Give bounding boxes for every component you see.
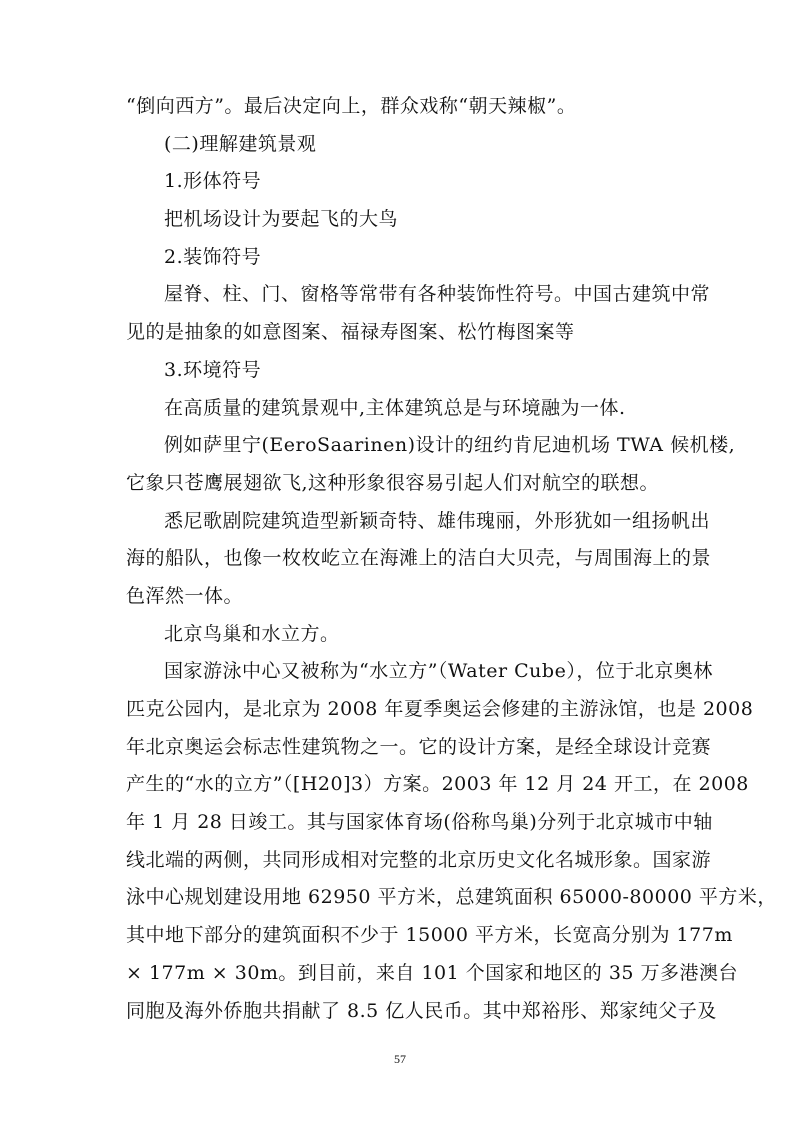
- document-body: [126, 88, 777, 1030]
- text-line: 把机场设计为要起飞的大鸟: [164, 208, 399, 231]
- text-line: 在高质量的建筑景观中,主体建筑总是与环境融为一体.: [164, 396, 626, 419]
- text-line: 色浑然一体。: [126, 584, 244, 607]
- text-line: 产生的“水的立方”（[H20]3）方案。2003 年 12 月 24 开工，在 2008: [126, 773, 749, 796]
- text-line: 国家游泳中心又被称为“水立方”（Water Cube），位于北京奥林: [164, 660, 713, 683]
- text-line: 线北端的两侧，共同形成相对完整的北京历史文化名城形象。国家游: [126, 848, 712, 871]
- text-line: (二)理解建筑景观: [164, 132, 317, 155]
- text-line: 1.形体符号: [164, 170, 262, 193]
- text-line: 例如萨里宁(EeroSaarinen)设计的纽约肯尼迪机场 TWA 候机楼,: [164, 434, 736, 457]
- text-line: 年北京奥运会标志性建筑物之一。它的设计方案，是经全球设计竞赛: [126, 735, 712, 758]
- text-line: 匹克公园内，是北京为 2008 年夏季奥运会修建的主游泳馆，也是 2008: [126, 698, 754, 720]
- text-line: “倒向西方”。最后决定向上，群众戏称“朝天辣椒”。: [126, 95, 577, 117]
- page-number: 57: [394, 1052, 406, 1066]
- text-line: 屋脊、柱、门、窗格等常带有各种装饰性符号。中国古建筑中常: [164, 283, 711, 306]
- text-line: 同胞及海外侨胞共捐献了 8.5 亿人民币。其中郑裕彤、郑家纯父子及: [126, 999, 717, 1022]
- text-line: 年 1 月 28 日竣工。其与国家体育场(俗称鸟巢)分列于北京城市中轴: [126, 811, 713, 834]
- text-line: 海的船队，也像一枚枚屹立在海滩上的洁白大贝壳，与周围海上的景: [126, 547, 712, 570]
- text-line: 见的是抽象的如意图案、福禄寿图案、松竹梅图案等: [126, 321, 575, 344]
- text-line: 2.装饰符号: [164, 245, 262, 268]
- text-line: 它象只苍鹰展翅欲飞,这种形象很容易引起人们对航空的联想。: [126, 471, 660, 494]
- text-line: 悉尼歌剧院建筑造型新颖奇特、雄伟瑰丽，外形犹如一组扬帆出: [164, 509, 711, 532]
- text-line: 其中地下部分的建筑面积不少于 15000 平方米，长宽高分别为 177m: [126, 924, 733, 947]
- text-line: 3.环境符号: [164, 358, 262, 381]
- text-line: × 177m × 30m。到目前，来自 101 个国家和地区的 35 万多港澳台: [126, 961, 739, 984]
- text-line: 泳中心规划建设用地 62950 平方米，总建筑面积 65000-80000 平方米，: [126, 886, 777, 909]
- text-line: 北京鸟巢和水立方。: [164, 622, 340, 645]
